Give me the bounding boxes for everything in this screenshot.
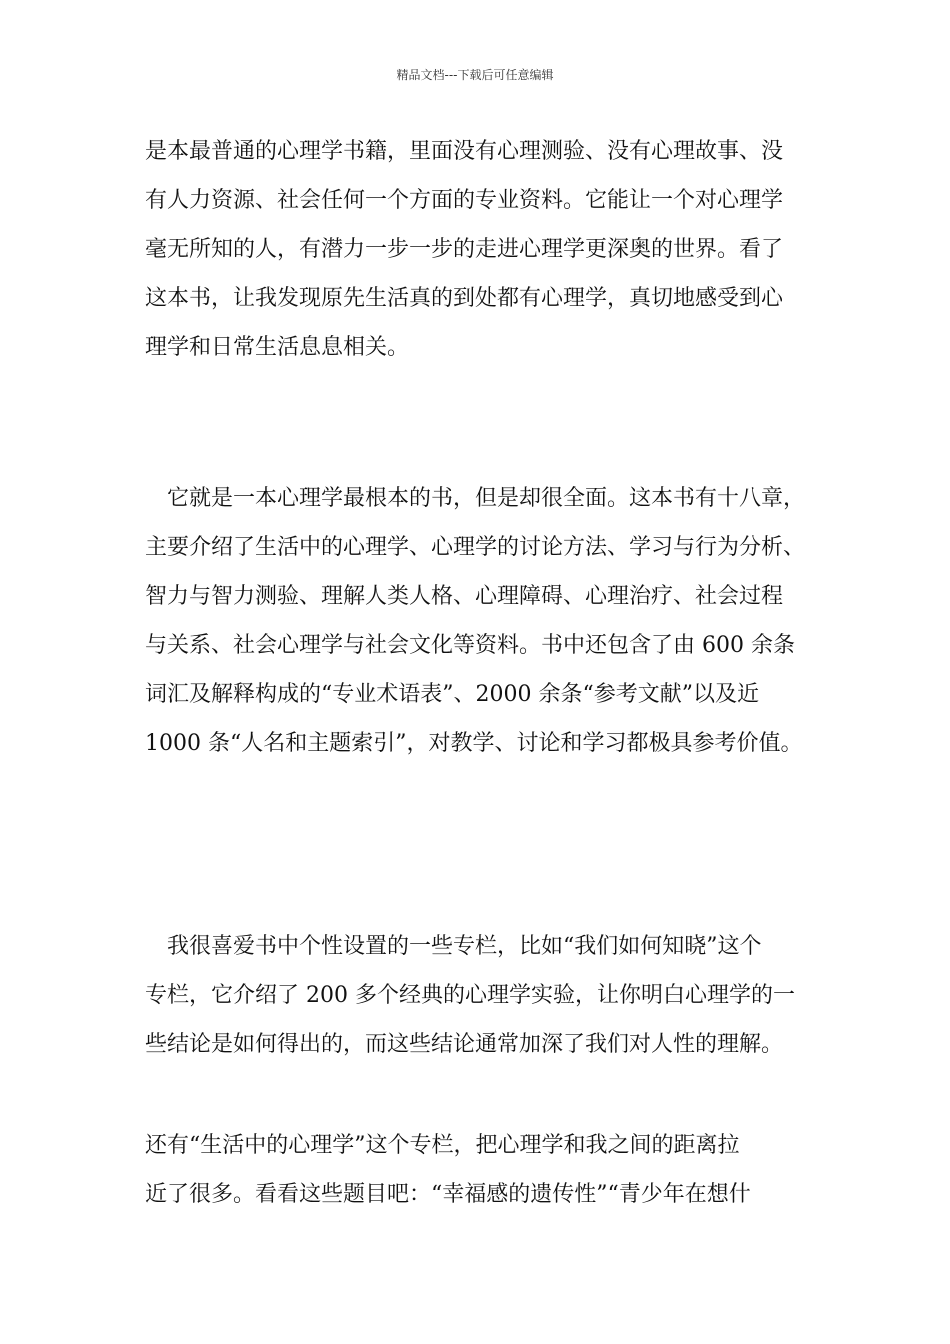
text-line: 有人力资源、社会任何一个方面的专业资料。它能让一个对心理学 xyxy=(145,188,784,213)
text-line: 我很喜爱书中个性设置的一些专栏，比如“我们如何知晓”这个 xyxy=(145,934,762,959)
text-line: 与关系、社会心理学与社会文化等资料。书中还包含了由 600 余条 xyxy=(145,633,795,658)
paragraph-3 xyxy=(145,922,845,1069)
text-line: 1000 条“人名和主题索引”，对教学、讨论和学习都极具参考价值。 xyxy=(145,731,803,756)
text-line: 主要介绍了生活中的心理学、心理学的讨论方法、学习与行为分析、 xyxy=(145,535,806,560)
paragraph-1 xyxy=(145,127,845,372)
paragraph-2 xyxy=(145,474,845,768)
text-line: 是本最普通的心理学书籍，里面没有心理测验、没有心理故事、没 xyxy=(145,139,784,164)
text-line: 近了很多。看看这些题目吧：“幸福感的遗传性”“青少年在想什 xyxy=(145,1182,751,1207)
text-line: 还有“生活中的心理学”这个专栏，把心理学和我之间的距离拉 xyxy=(145,1133,740,1158)
page-header: 精品文档---下载后可任意编辑 xyxy=(396,68,554,82)
text-line: 它就是一本心理学最根本的书，但是却很全面。这本书有十八章， xyxy=(145,486,806,511)
text-line: 毫无所知的人，有潜力一步一步的走进心理学更深奥的世界。看了 xyxy=(145,237,784,262)
text-line: 这本书，让我发现原先生活真的到处都有心理学，真切地感受到心 xyxy=(145,286,784,311)
text-line: 专栏，它介绍了 200 多个经典的心理学实验，让你明白心理学的一 xyxy=(145,983,795,1008)
text-line: 些结论是如何得出的，而这些结论通常加深了我们对人性的理解。 xyxy=(145,1032,784,1057)
text-line: 智力与智力测验、理解人类人格、心理障碍、心理治疗、社会过程 xyxy=(145,584,784,609)
text-line: 词汇及解释构成的“专业术语表”、2000 余条“参考文献”以及近 xyxy=(145,682,759,707)
paragraph-4 xyxy=(145,1121,845,1219)
text-line: 理学和日常生活息息相关。 xyxy=(145,335,410,360)
